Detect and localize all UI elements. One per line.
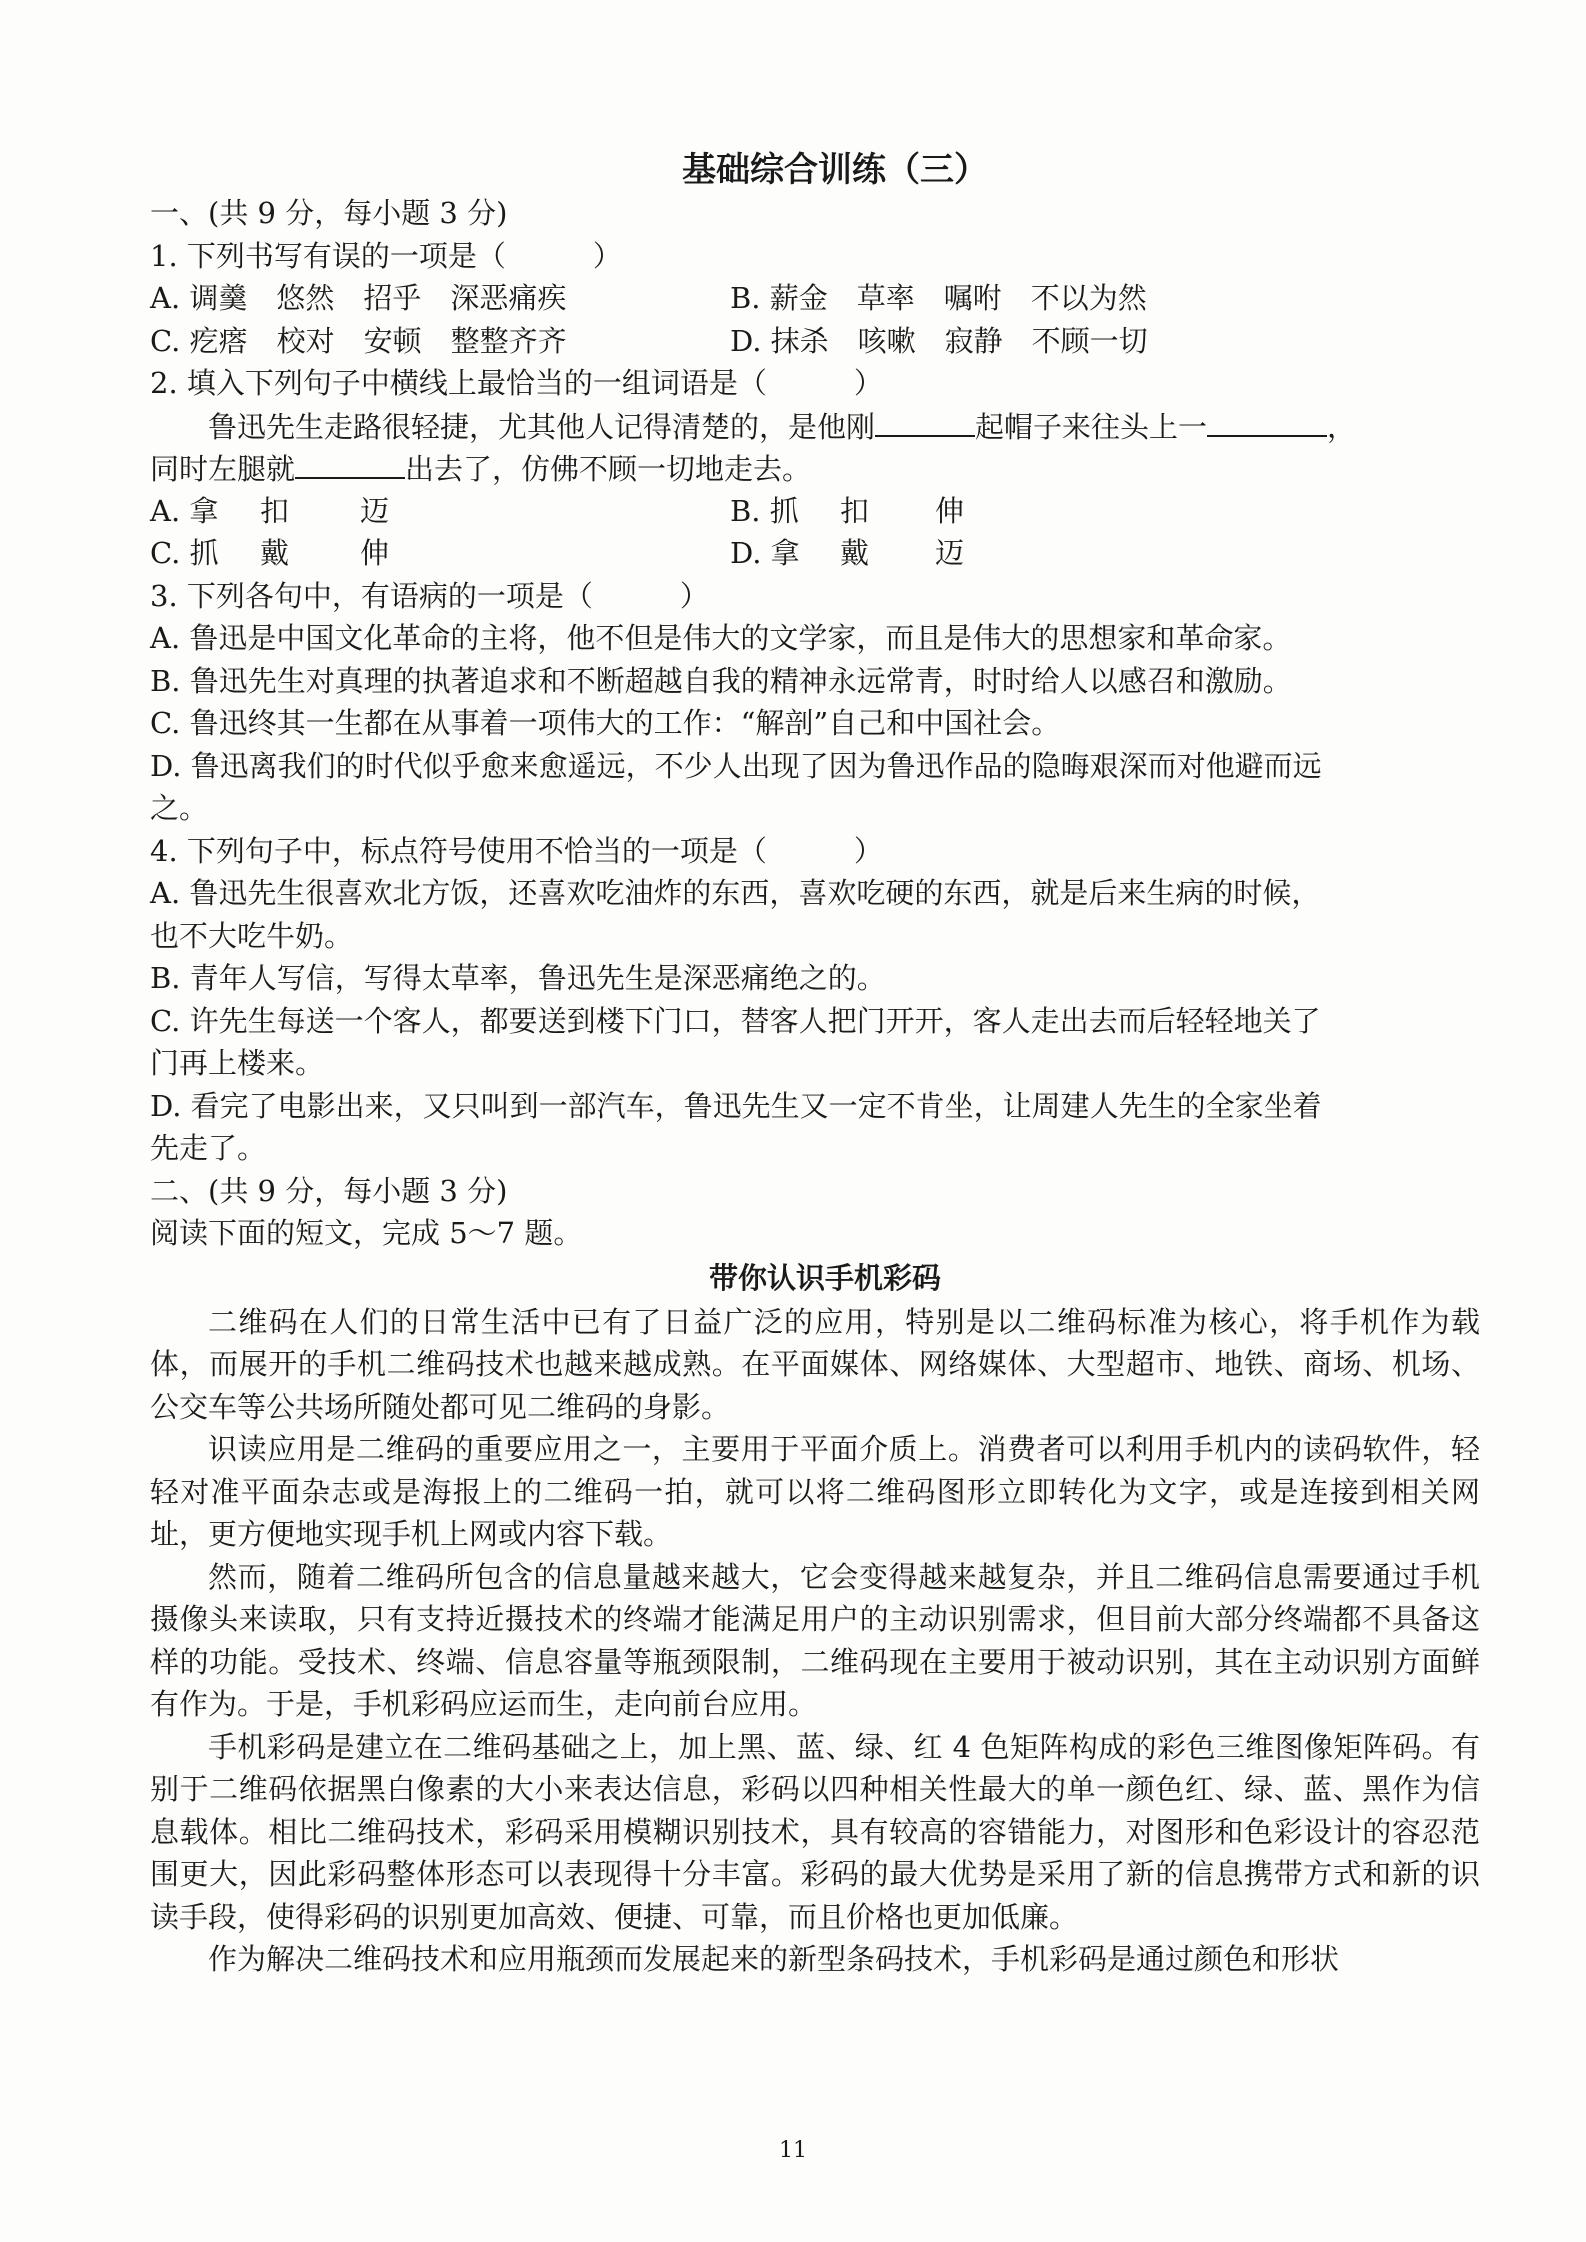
option-word: 戴: [260, 536, 290, 570]
question-4-option-d-line-1: D. 看完了电影出来，又只叫到一部汽车，鲁迅先生又一定不肯坐，让周建人先生的全家坐着: [150, 1088, 1322, 1123]
question-2-option-b: [730, 490, 1480, 533]
question-1-options-row-1: [150, 277, 1480, 320]
passage-text: 鲁迅先生走路很轻捷，尤其他人记得清楚的，是他刚: [208, 409, 876, 444]
question-3-option-d-line-2: 之。: [150, 791, 209, 825]
question-3-option-c: C. 鲁迅终其一生都在从事着一项伟大的工作：“解剖”自己和中国社会。: [150, 706, 1061, 740]
question-2-option-a: [150, 490, 730, 533]
question-1-option-b: B. 薪金 草率 嘱咐 不以为然: [730, 281, 1147, 315]
option-word: 扣: [840, 493, 870, 528]
option-word: A. 拿: [150, 493, 219, 528]
essay-paragraph: 然而，随着二维码所包含的信息量越来越大，它会变得越来越复杂，并且二维码信息需要通过手机摄像头来读取，只有支持近摄技术的终端才能满足用户的主动识别需求，但目前大部分终端都不具备这样的功能。受技术、终端、信息容量等瓶颈限制，二维码现在主要用于被动识别，其在主动识别方面鲜有作为。于是，手机彩码应运而生，走向前台应用。: [150, 1559, 1480, 1721]
question-4-option-a-line-1: A. 鲁迅先生很喜欢北方饭，还喜欢吃油炸的东西，喜欢吃硬的东西，就是后来生病的时候，: [150, 876, 1321, 910]
option-word: 戴: [840, 536, 870, 570]
option-word: 扣: [260, 493, 290, 528]
question-2-options-row-2: [150, 532, 1480, 575]
essay-paragraph: 识读应用是二维码的重要应用之一，主要用于平面介质上。消费者可以利用手机内的读码软件，轻轻对准平面杂志或是海报上的二维码一拍，就可以将二维码图形立即转化为文字，或是连接到相关网址，更方便地实现手机上网或内容下载。: [150, 1432, 1480, 1551]
question-4-option-b: B. 青年人写信，写得太草率，鲁迅先生是深恶痛绝之的。: [150, 961, 886, 995]
question-3-stem: 3. 下列各句中，有语病的一项是（ ）: [150, 578, 709, 613]
reading-instruction: 阅读下面的短文，完成 5～7 题。: [150, 1216, 583, 1250]
passage-text: 同时左腿就: [150, 452, 296, 486]
essay-title: 带你认识手机彩码: [708, 1260, 941, 1295]
question-1-option-c: C. 疙瘩 校对 安顿 整整齐齐: [150, 323, 567, 358]
option-word: B. 抓: [730, 493, 799, 528]
fill-blank-3: [295, 447, 405, 479]
question-1-options-row-2: [150, 320, 1480, 363]
question-2-stem: 2. 填入下列句子中横线上最恰当的一组词语是（ ）: [150, 366, 883, 400]
option-word: 伸: [935, 493, 965, 528]
option-word: C. 抓: [150, 536, 219, 570]
page-title: 基础综合训练（三）: [682, 150, 988, 190]
fill-blank-1: [875, 405, 975, 437]
page-number: 11: [779, 2138, 807, 2163]
essay-paragraph: 作为解决二维码技术和应用瓶颈而发展起来的新型条码技术，手机彩码是通过颜色和形状: [208, 1942, 1340, 1976]
passage-text: ，: [1327, 409, 1357, 444]
question-2-option-c: [150, 532, 730, 575]
essay-paragraph: 手机彩码是建立在二维码基础之上，加上黑、蓝、绿、红 4 色矩阵构成的彩色三维图像矩阵码。有别于二维码依据黑白像素的大小来表达信息，彩码以四种相关性最大的单一颜色红、绿、蓝、黑作为信息载体。相比二维码技术，彩码采用模糊识别技术，具有较高的容错能力，对图形和色彩设计的容忍范围更大，因此彩码整体形态可以表现得十分丰富。彩码的最大优势是采用了新的信息携带方式和新的识读手段，使得彩码的识别更加高效、便捷、可靠，而且价格也更加低廉。: [150, 1729, 1480, 1934]
page-content: [150, 148, 1480, 1981]
question-3-option-a: A. 鲁迅是中国文化革命的主将，他不但是伟大的文学家，而且是伟大的思想家和革命家。: [150, 621, 1292, 655]
option-word: 迈: [935, 536, 965, 570]
passage-text: 起帽子来往头上一: [975, 409, 1208, 444]
question-1-stem: 1. 下列书写有误的一项是（ ）: [150, 238, 622, 273]
question-4-option-c-line-1: C. 许先生每送一个客人，都要送到楼下门口，替客人把门开开，客人走出去而后轻轻地关了: [150, 1003, 1321, 1038]
question-4-stem: 4. 下列句子中，标点符号使用不恰当的一项是（ ）: [150, 833, 883, 868]
question-4-option-c-line-2: 门再上楼来。: [150, 1046, 325, 1080]
option-word: 伸: [360, 536, 390, 570]
section-2-header: 二、(共 9 分，每小题 3 分): [150, 1173, 508, 1208]
question-2-option-d: [730, 532, 1480, 575]
question-1-option-a: A. 调羹 悠然 招乎 深恶痛疾: [150, 281, 567, 315]
question-4-option-a-line-2: 也不大吃牛奶。: [150, 918, 354, 953]
fill-blank-2: [1207, 405, 1327, 437]
question-2-passage-line-1: [150, 405, 1480, 448]
option-word: 迈: [360, 493, 390, 528]
essay-paragraph: 二维码在人们的日常生活中已有了日益广泛的应用，特别是以二维码标准为核心，将手机作为载体，而展开的手机二维码技术也越来越成熟。在平面媒体、网络媒体、大型超市、地铁、商场、机场、公交车等公共场所随处都可见二维码的身影。: [150, 1304, 1480, 1424]
option-word: D. 拿: [730, 536, 800, 570]
question-2-options-row-1: [150, 490, 1480, 533]
question-3-option-d-line-1: D. 鲁迅离我们的时代似乎愈来愈遥远，不少人出现了因为鲁迅作品的隐晦艰深而对他避而远: [150, 748, 1322, 783]
question-2-passage-line-2: [150, 447, 1480, 490]
passage-text: 出去了，仿佛不顾一切地走去。: [405, 452, 812, 486]
question-1-option-d: D. 抹杀 咳嗽 寂静 不顾一切: [730, 323, 1148, 358]
question-3-option-b: B. 鲁迅先生对真理的执著追求和不断超越自我的精神永远常青，时时给人以感召和激励。: [150, 663, 1292, 698]
question-4-option-d-line-2: 先走了。: [150, 1131, 267, 1165]
section-1-header: 一、(共 9 分，每小题 3 分): [150, 196, 508, 230]
